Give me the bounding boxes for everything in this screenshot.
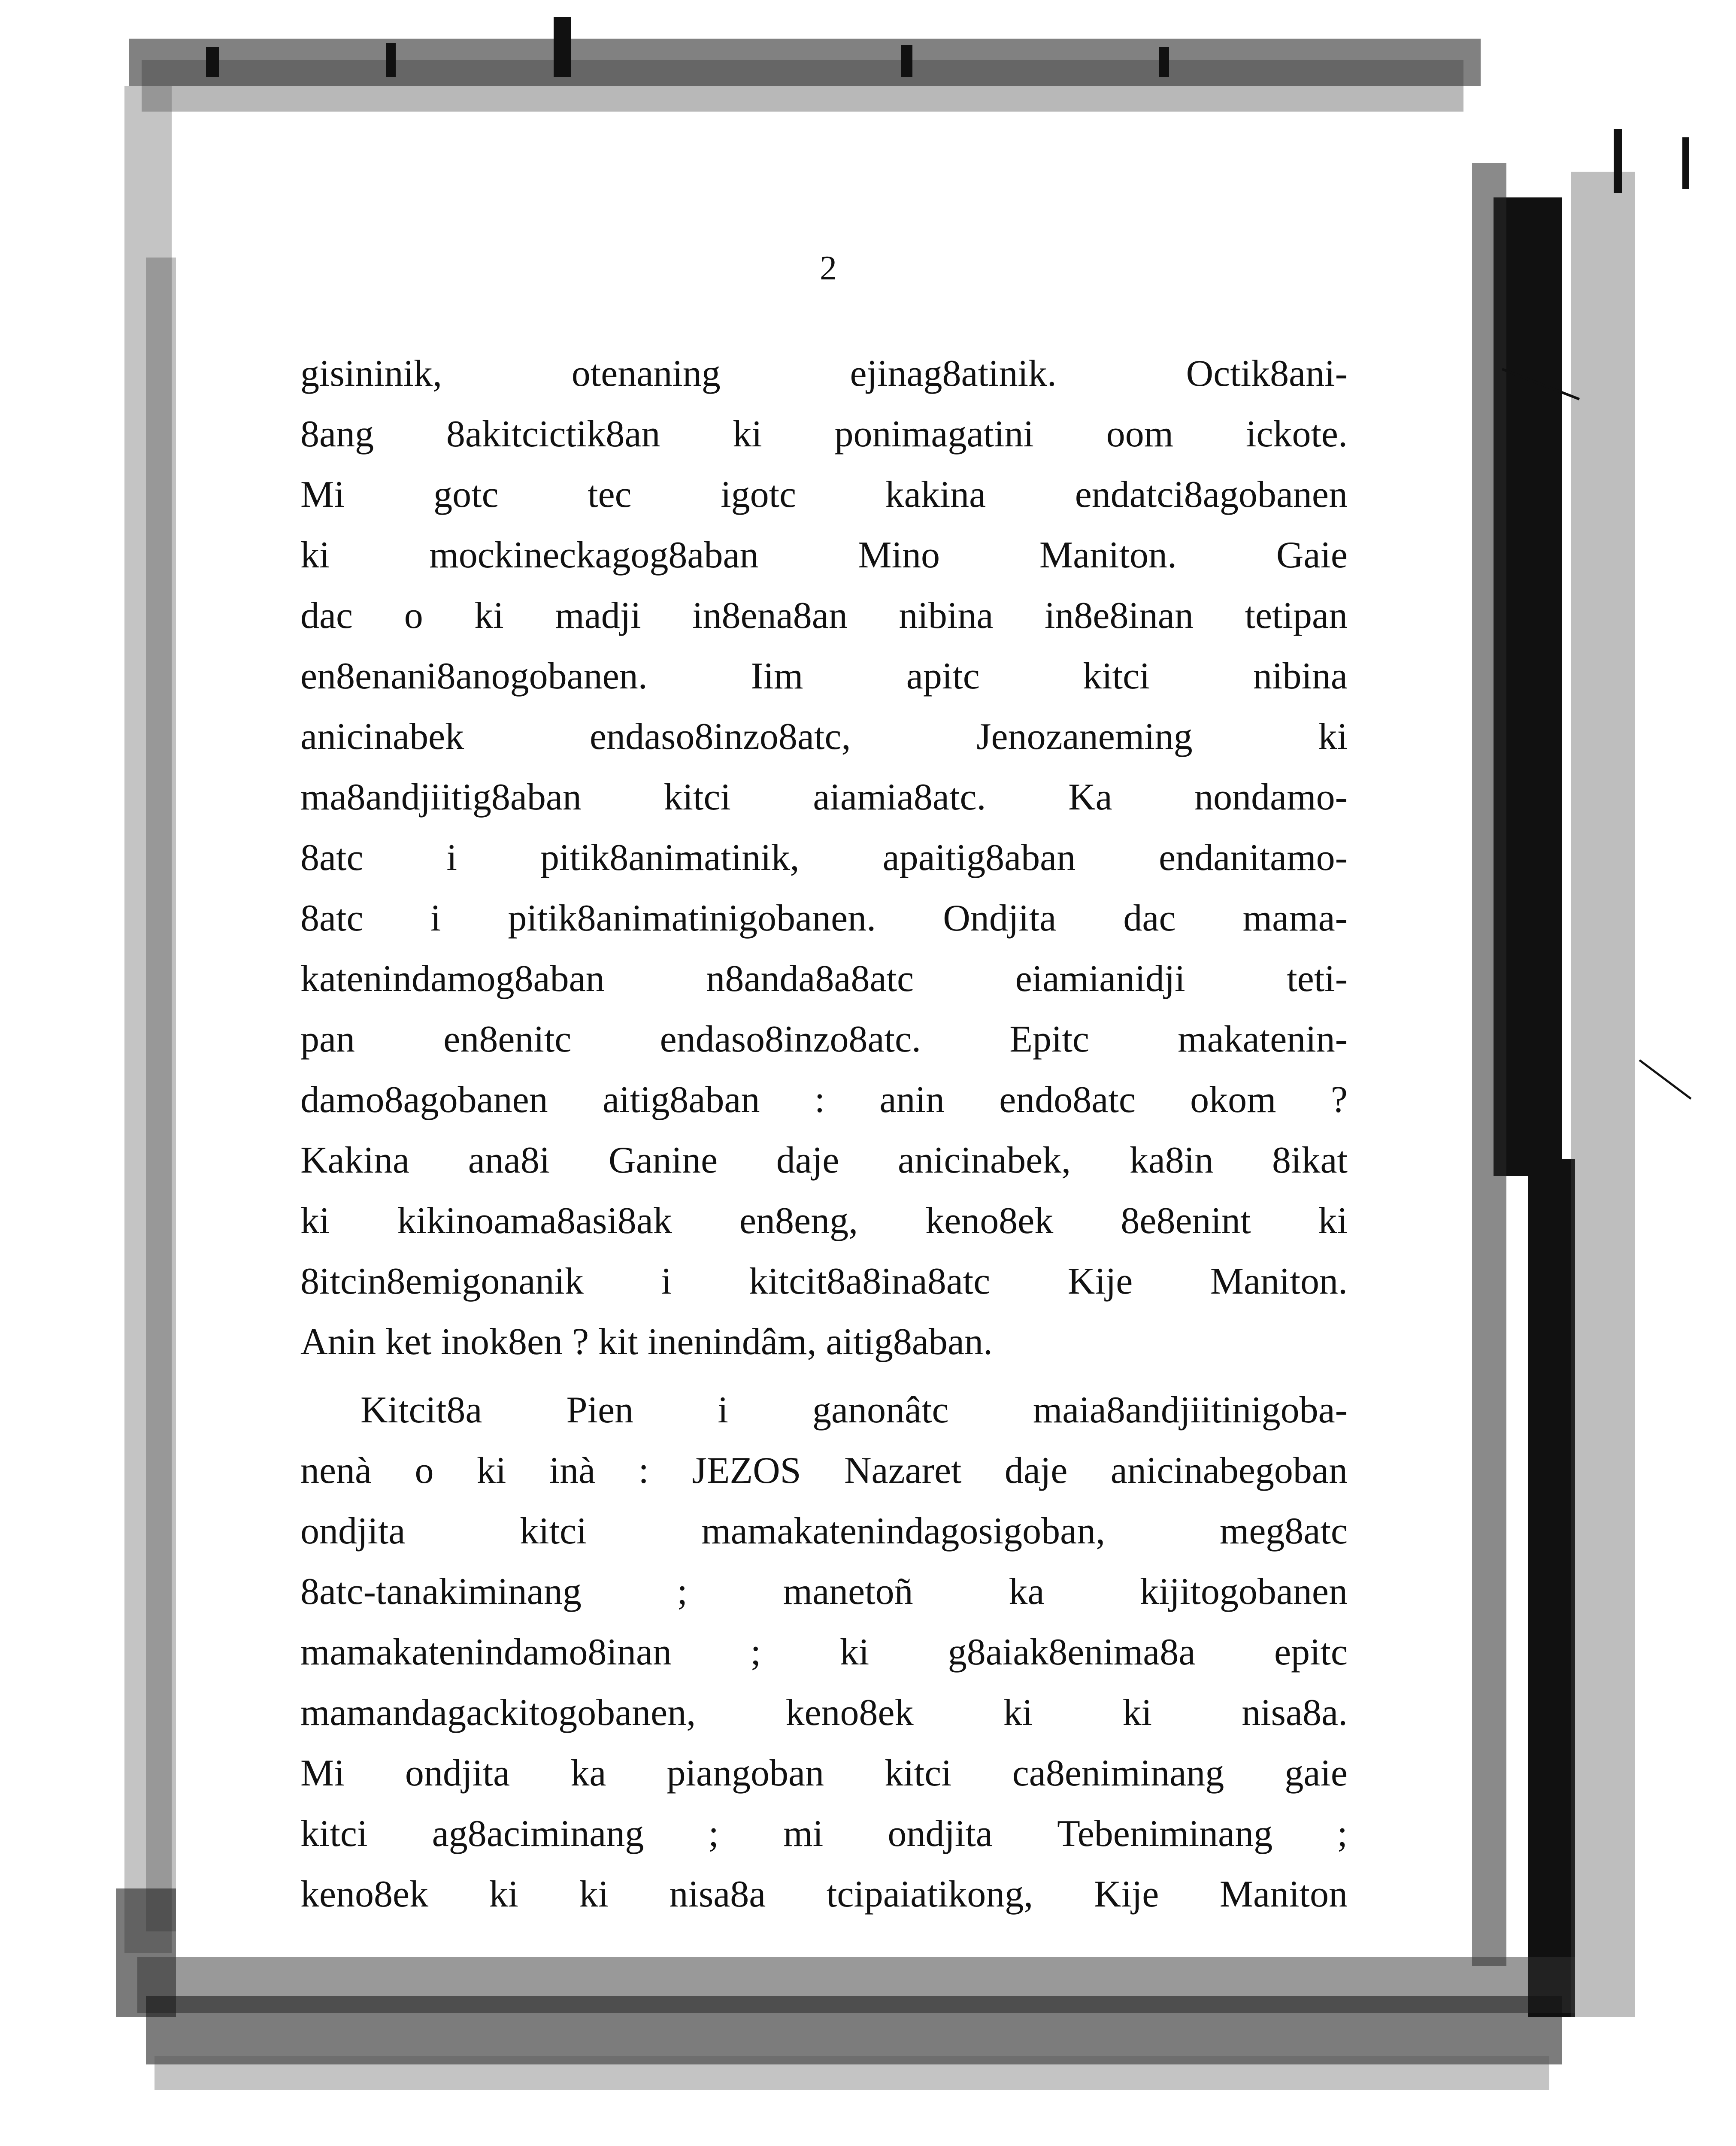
text-line <box>300 949 1348 1009</box>
text-line <box>300 1009 1348 1070</box>
word: ejinag8atinik. <box>850 353 1057 394</box>
word: : <box>638 1450 649 1491</box>
word: ; <box>708 1813 719 1855</box>
word: Mi <box>300 474 345 515</box>
word: ponimagatini <box>834 413 1034 455</box>
text-line <box>300 464 1348 525</box>
word: tcipaiatikong, <box>826 1873 1033 1915</box>
word: anicinabek, <box>898 1140 1071 1181</box>
word: kitci <box>885 1752 952 1794</box>
word: apaitig8aban <box>882 837 1076 879</box>
word: katenindamog8aban <box>300 958 605 1000</box>
word: maia8andjiitinigoba- <box>1033 1389 1348 1431</box>
word: 8atc <box>300 837 364 879</box>
text-line <box>300 1501 1348 1561</box>
word: manetoñ <box>783 1571 913 1613</box>
text-line <box>300 1743 1348 1803</box>
text-line <box>300 706 1348 767</box>
word: Mi <box>300 1752 345 1794</box>
word: piangoban <box>667 1752 824 1794</box>
word: teti- <box>1287 958 1348 1000</box>
word: Gaie <box>1276 534 1348 576</box>
word: in8e8inan <box>1044 595 1194 637</box>
word: pitik8animatinigobanen. <box>508 897 876 939</box>
word: Ka <box>1068 776 1112 818</box>
word: 8ang <box>300 413 374 455</box>
word: pan <box>300 1018 355 1060</box>
word: damo8agobanen <box>300 1079 548 1121</box>
word: meg8atc <box>1219 1510 1348 1552</box>
word: ; <box>750 1631 761 1673</box>
word: g8aiak8enima8a <box>948 1631 1196 1673</box>
word: Maniton. <box>1210 1261 1348 1302</box>
text-line <box>300 525 1348 585</box>
word: n8anda8a8atc <box>706 958 914 1000</box>
word: ana8i <box>468 1140 550 1181</box>
word: o <box>404 595 423 637</box>
word: kitcit8a8ina8atc <box>749 1261 991 1302</box>
word: otenaning <box>571 353 721 394</box>
word: mockineckagog8aban <box>429 534 759 576</box>
word: kakina <box>885 474 986 515</box>
word: nibina <box>1253 655 1348 697</box>
word: kitci <box>663 776 731 818</box>
word: eiamianidji <box>1015 958 1185 1000</box>
word: Jenozaneming <box>976 716 1193 758</box>
word: : <box>814 1079 825 1121</box>
word: gotc <box>433 474 499 515</box>
paragraph <box>300 343 1348 1372</box>
text-line <box>300 1440 1348 1501</box>
word: okom <box>1190 1079 1276 1121</box>
word: anicinabegoban <box>1110 1450 1348 1491</box>
word: gaie <box>1285 1752 1348 1794</box>
word: anin <box>879 1079 945 1121</box>
word: aitig8aban <box>602 1079 760 1121</box>
word: ki <box>1318 716 1348 758</box>
word: nisa8a. <box>1242 1692 1348 1734</box>
word: aiamia8atc. <box>813 776 986 818</box>
word: i <box>661 1261 672 1302</box>
word: ki <box>839 1631 870 1673</box>
word: kitci <box>300 1813 368 1855</box>
word: dac <box>300 595 353 637</box>
text-line <box>300 827 1348 888</box>
word: ag8aciminang <box>432 1813 644 1855</box>
word: en8enani8anogobanen. <box>300 655 648 697</box>
word: 8itcin8emigonanik <box>300 1261 584 1302</box>
word: daje <box>1004 1450 1068 1491</box>
word: nisa8a <box>669 1873 766 1915</box>
word: o <box>415 1450 434 1491</box>
word: endaso8inzo8atc, <box>590 716 851 758</box>
word: pitik8animatinik, <box>540 837 800 879</box>
word: in8ena8an <box>692 595 848 637</box>
word: ki <box>1122 1692 1152 1734</box>
word: ; <box>1337 1813 1348 1855</box>
word: keno8ek <box>925 1200 1054 1242</box>
text-line <box>300 1130 1348 1191</box>
word: Ondjita <box>943 897 1057 939</box>
word: Nazaret <box>844 1450 962 1491</box>
word: ganonâtc <box>812 1389 949 1431</box>
word: en8eng, <box>739 1200 858 1242</box>
word: inà <box>549 1450 596 1491</box>
word: ki <box>1003 1692 1033 1734</box>
word: Kakina <box>300 1140 410 1181</box>
text-line <box>300 1561 1348 1622</box>
word: endo8atc <box>999 1079 1136 1121</box>
word: i <box>430 897 441 939</box>
word: igotc <box>721 474 797 515</box>
word: ki <box>300 534 330 576</box>
word: i <box>718 1389 728 1431</box>
text-line <box>300 888 1348 949</box>
word: 8ikat <box>1272 1140 1348 1181</box>
text-line <box>300 1682 1348 1743</box>
text-line <box>300 1191 1348 1251</box>
text-line <box>300 1864 1348 1925</box>
word: ki <box>733 413 762 455</box>
word: anicinabek <box>300 716 464 758</box>
word: Ganine <box>609 1140 718 1181</box>
text-line <box>300 1251 1348 1312</box>
word: makatenin- <box>1178 1018 1348 1060</box>
word: keno8ek <box>785 1692 914 1734</box>
paragraph <box>300 1380 1348 1925</box>
word: ondjita <box>405 1752 510 1794</box>
word: Kitcit8a <box>361 1389 482 1431</box>
word: mamakatenindamo8inan <box>300 1631 672 1673</box>
word: tetipan <box>1245 595 1348 637</box>
page-number: 2 <box>820 249 837 287</box>
word: Epitc <box>1009 1018 1089 1060</box>
word: en8enitc <box>443 1018 572 1060</box>
word: ca8eniminang <box>1012 1752 1224 1794</box>
word: Octik8ani- <box>1186 353 1348 394</box>
word: endatci8agobanen <box>1075 474 1348 515</box>
word: ? <box>1330 1079 1348 1121</box>
word: ondjita <box>300 1510 406 1552</box>
word: madji <box>555 595 641 637</box>
word: Tebeniminang <box>1057 1813 1273 1855</box>
word: nibina <box>899 595 994 637</box>
word: oom <box>1106 413 1174 455</box>
word: daje <box>776 1140 839 1181</box>
word: ka8in <box>1129 1140 1214 1181</box>
word: ki <box>476 1450 506 1491</box>
word: ki <box>474 595 504 637</box>
text-line <box>300 1803 1348 1864</box>
word: ickote. <box>1245 413 1348 455</box>
text-line <box>300 343 1348 404</box>
word: kitci <box>520 1510 587 1552</box>
word: mamandagackitogobanen, <box>300 1692 696 1734</box>
word: 8akitcictik8an <box>446 413 660 455</box>
word: 8atc-tanakiminang <box>300 1571 582 1613</box>
text-line <box>300 585 1348 646</box>
body-text <box>300 343 1348 1925</box>
word: gisininik, <box>300 353 442 394</box>
text-line <box>300 1622 1348 1682</box>
word: kikinoama8asi8ak <box>397 1200 672 1242</box>
word: nenà <box>300 1450 372 1491</box>
word: Maniton. <box>1039 534 1177 576</box>
word: ki <box>579 1873 609 1915</box>
word: epitc <box>1274 1631 1348 1673</box>
word: kitci <box>1083 655 1150 697</box>
word: ka <box>570 1752 606 1794</box>
text-line <box>300 1070 1348 1130</box>
word: endanitamo- <box>1159 837 1348 879</box>
word: ; <box>677 1571 688 1613</box>
word: mamakatenindagosigoban, <box>701 1510 1106 1552</box>
word: dac <box>1123 897 1176 939</box>
word: ondjita <box>888 1813 993 1855</box>
text-line <box>300 404 1348 464</box>
word: Kije <box>1067 1261 1133 1302</box>
word: Mino <box>858 534 940 576</box>
word: ka <box>1009 1571 1045 1613</box>
word: ki <box>1318 1200 1348 1242</box>
text-line <box>300 646 1348 706</box>
word: keno8ek <box>300 1873 429 1915</box>
word: apitc <box>906 655 980 697</box>
word: kijitogobanen <box>1140 1571 1348 1613</box>
word: Iim <box>751 655 803 697</box>
word: ki <box>300 1200 330 1242</box>
word: ki <box>489 1873 519 1915</box>
word: tec <box>588 474 632 515</box>
word: 8e8enint <box>1121 1200 1251 1242</box>
text-line <box>300 767 1348 827</box>
word: ma8andjiitig8aban <box>300 776 582 818</box>
word: JEZOS <box>692 1450 801 1491</box>
text-line <box>300 1380 1348 1440</box>
word: 8atc <box>300 897 364 939</box>
word: Pien <box>566 1389 634 1431</box>
word: endaso8inzo8atc. <box>660 1018 921 1060</box>
text-line: Anin ket inok8en ? kit inenindâm, aitig8aban. <box>300 1321 993 1363</box>
word: mama- <box>1242 897 1348 939</box>
paragraph-gap <box>300 1372 1348 1380</box>
word: mi <box>783 1813 824 1855</box>
word: i <box>446 837 457 879</box>
word: nondamo- <box>1194 776 1348 818</box>
word: Kije <box>1094 1873 1159 1915</box>
word: Maniton <box>1219 1873 1348 1915</box>
